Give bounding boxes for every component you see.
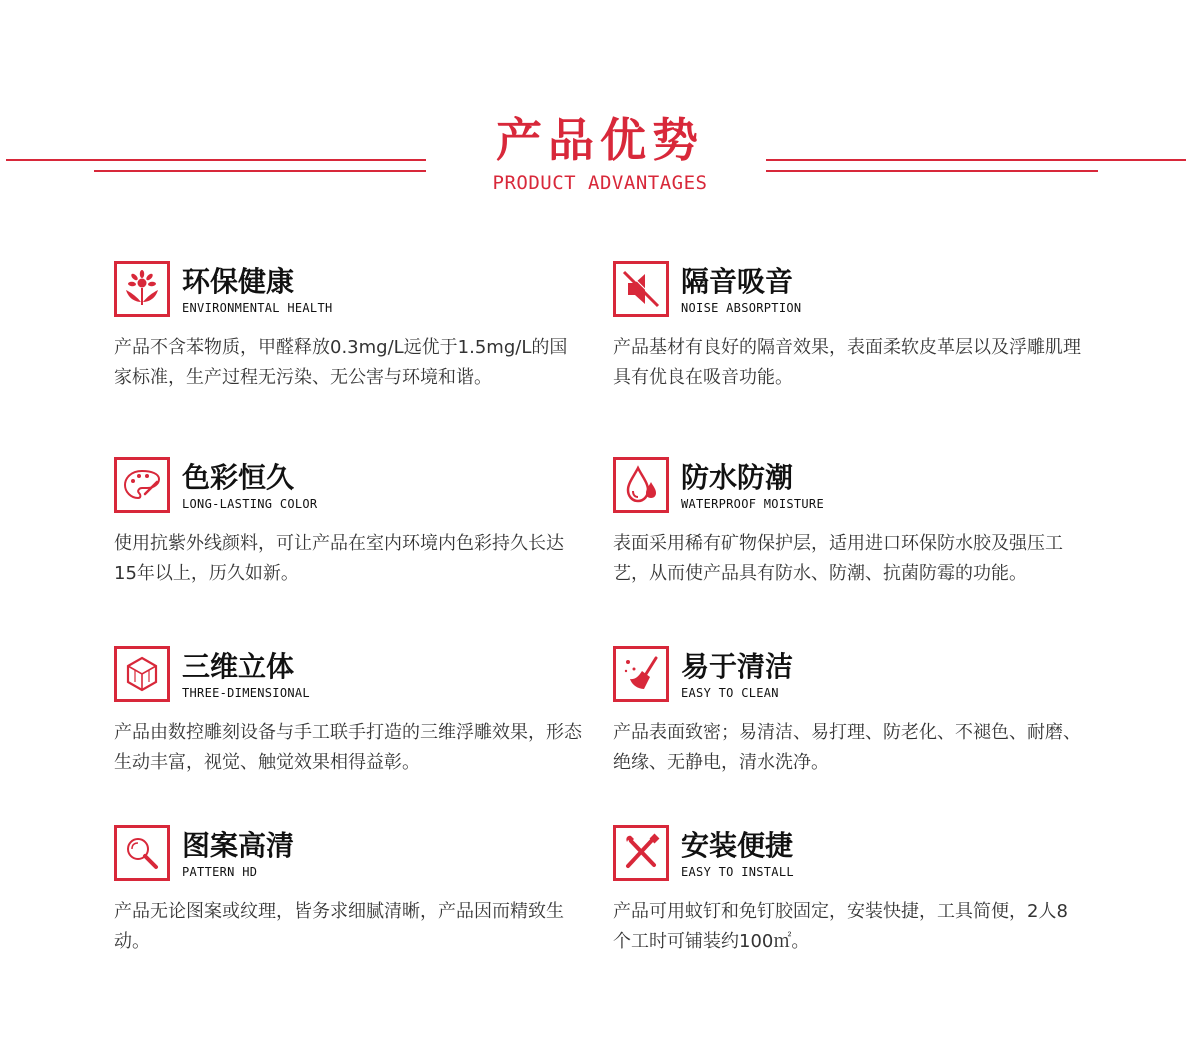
flower-icon (114, 261, 170, 317)
cube-icon (114, 646, 170, 702)
feature-title: 隔音吸音 (681, 265, 794, 298)
feature-title: 安装便捷 (681, 829, 794, 862)
feature-title: 三维立体 (182, 650, 295, 683)
feature-subtitle: EASY TO CLEAN (681, 686, 779, 700)
palette-icon (114, 457, 170, 513)
feature-subtitle: EASY TO INSTALL (681, 865, 794, 879)
feature-description: 产品基材有良好的隔音效果，表面柔软皮革层以及浮雕肌理具有优良在吸音功能。 (613, 337, 1081, 388)
feature-title: 色彩恒久 (182, 461, 295, 494)
page-subtitle: PRODUCT ADVANTAGES (492, 172, 708, 194)
feature-description: 表面采用稀有矿物保护层，适用进口环保防水胶及强压工艺，从而使产品具有防水、防潮、抗菌防霉的功能。 (613, 533, 1063, 584)
feature-subtitle: NOISE ABSORPTION (681, 301, 802, 315)
water-drop-icon (613, 457, 669, 513)
feature-subtitle: LONG-LASTING COLOR (182, 497, 318, 511)
broom-icon (613, 646, 669, 702)
feature-title: 图案高清 (182, 829, 295, 862)
feature-subtitle: ENVIRONMENTAL HEALTH (182, 301, 333, 315)
feature-title: 环保健康 (182, 265, 295, 298)
page-title: 产品优势 (496, 113, 704, 167)
feature-description: 使用抗紫外线颜料，可让产品在室内环境内色彩持久长达15年以上，历久如新。 (114, 533, 564, 584)
feature-subtitle: THREE-DIMENSIONAL (182, 686, 310, 700)
feature-description: 产品无论图案或纹理，皆务求细腻清晰，产品因而精致生动。 (114, 901, 564, 952)
feature-description: 产品由数控雕刻设备与手工联手打造的三维浮雕效果，形态生动丰富，视觉、触觉效果相得益彰。 (114, 722, 582, 773)
speaker-mute-icon (613, 261, 669, 317)
section-header (0, 0, 1200, 220)
magnifier-icon (114, 825, 170, 881)
feature-title: 易于清洁 (681, 650, 794, 683)
tools-icon (613, 825, 669, 881)
feature-description: 产品表面致密；易清洁、易打理、防老化、不褪色、耐磨、绝缘、无静电，清水洗净。 (613, 722, 1081, 773)
feature-title: 防水防潮 (681, 461, 794, 494)
feature-description: 产品不含苯物质，甲醛释放0.3mg/L远优于1.5mg/L的国家标准，生产过程无污染、无公害与环境和谐。 (114, 337, 568, 388)
feature-description: 产品可用蚊钉和免钉胶固定，安装快捷，工具简便，2人8个工时可铺装约100㎡。 (613, 901, 1068, 952)
feature-subtitle: WATERPROOF MOISTURE (681, 497, 824, 511)
feature-subtitle: PATTERN HD (182, 865, 258, 879)
